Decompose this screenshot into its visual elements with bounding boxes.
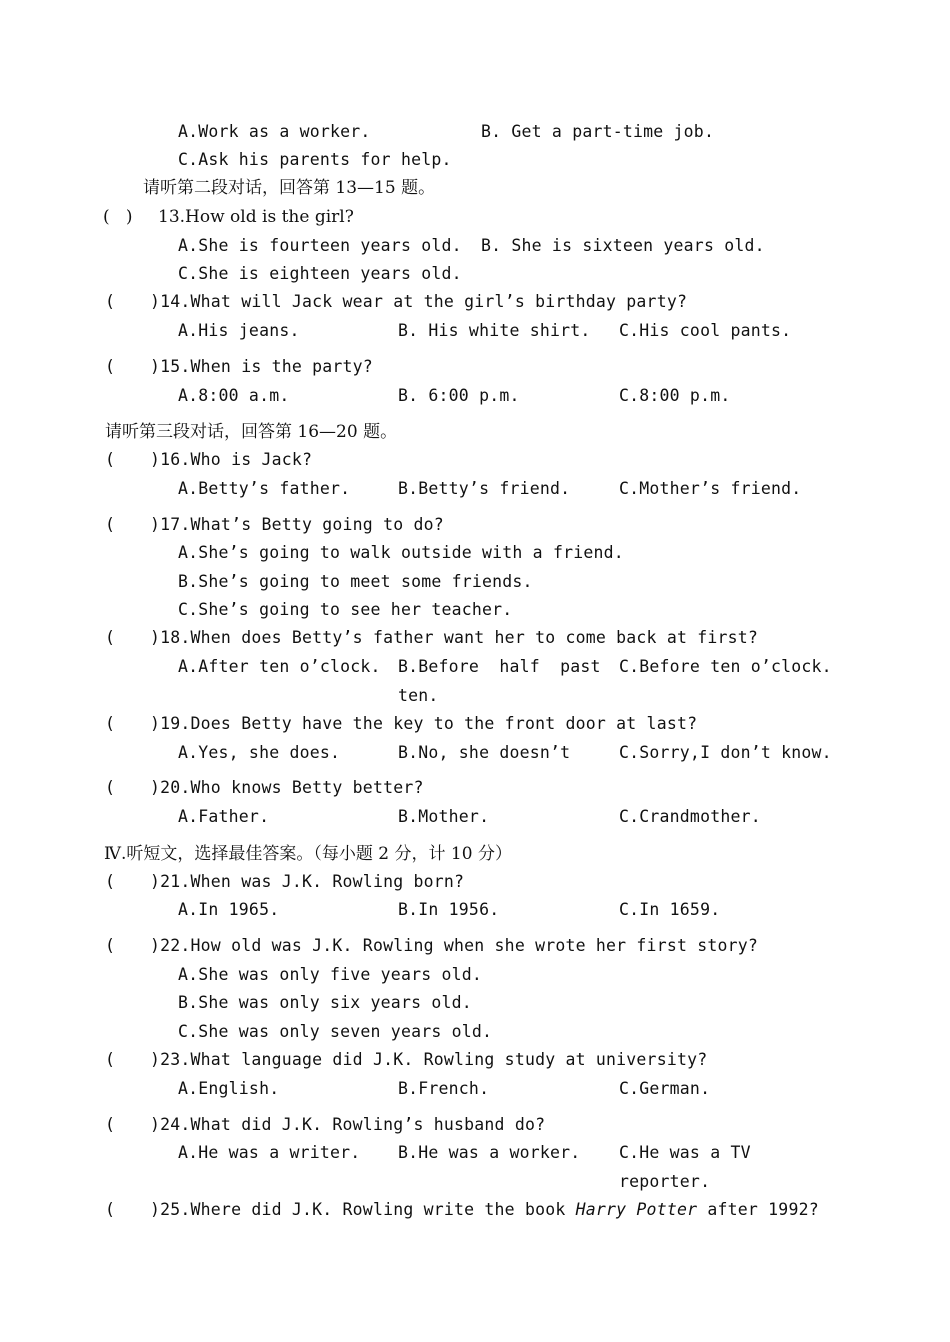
section3-intro: 请听第三段对话，回答第 16—20 题。 bbox=[105, 422, 398, 442]
q22-option-c: C.She was only seven years old. bbox=[178, 1022, 493, 1041]
q23-question: )23.What language did J.K. Rowling study at university? bbox=[150, 1050, 708, 1069]
q19-option-a: A.Yes, she does. bbox=[178, 743, 341, 762]
q15-option-a: A.8:00 a.m. bbox=[178, 386, 290, 405]
q18-option-b-line1: B.Before half past bbox=[398, 657, 601, 676]
q19-question: )19.Does Betty have the key to the front door at last? bbox=[150, 714, 698, 733]
q25-question bbox=[150, 1200, 819, 1220]
q14-option-a: A.His jeans. bbox=[178, 321, 300, 340]
q21-option-a: A.In 1965. bbox=[178, 900, 280, 919]
q22-bracket: ( bbox=[105, 936, 116, 955]
q16-option-a: A.Betty’s father. bbox=[178, 479, 351, 498]
q14-question: )14.What will Jack wear at the girl’s birthday party? bbox=[150, 292, 688, 311]
q25-question-post: after 1992? bbox=[697, 1200, 819, 1219]
q21-option-c: C.In 1659. bbox=[619, 900, 721, 919]
q13-bracket: ( ) bbox=[103, 207, 133, 227]
q25-book-title: Harry Potter bbox=[575, 1200, 698, 1219]
q20-question: )20.Who knows Betty better? bbox=[150, 778, 424, 797]
q21-bracket: ( bbox=[105, 872, 116, 891]
q15-bracket: ( bbox=[105, 357, 116, 376]
q17-option-c: C.She’s going to see her teacher. bbox=[178, 600, 513, 619]
q22-option-b: B.She was only six years old. bbox=[178, 993, 472, 1012]
q20-option-c: C.Crandmother. bbox=[619, 807, 761, 826]
section4-title: Ⅳ.听短文，选择最佳答案。（每小题 2 分，计 10 分） bbox=[104, 844, 512, 864]
q13-option-b: B. She is sixteen years old. bbox=[481, 236, 765, 255]
q16-bracket: ( bbox=[105, 450, 116, 469]
q14-option-c: C.His cool pants. bbox=[619, 321, 792, 340]
q25-question-pre: )25.Where did J.K. Rowling write the book bbox=[150, 1200, 576, 1219]
q18-option-c: C.Before ten o’clock. bbox=[619, 657, 832, 676]
q18-option-a: A.After ten o’clock. bbox=[178, 657, 381, 676]
q18-question: )18.When does Betty’s father want her to come back at first? bbox=[150, 628, 759, 647]
q15-option-c: C.8:00 p.m. bbox=[619, 386, 731, 405]
q22-question: )22.How old was J.K. Rowling when she wrote her first story? bbox=[150, 936, 759, 955]
q12-option-c: C.Ask his parents for help. bbox=[178, 150, 452, 169]
q16-question: )16.Who is Jack? bbox=[150, 450, 313, 469]
q21-question: )21.When was J.K. Rowling born? bbox=[150, 872, 465, 891]
q20-bracket: ( bbox=[105, 778, 116, 797]
q21-option-b: B.In 1956. bbox=[398, 900, 500, 919]
q14-bracket: ( bbox=[105, 292, 116, 311]
q13-option-a: A.She is fourteen years old. bbox=[178, 236, 462, 255]
q24-bracket: ( bbox=[105, 1115, 116, 1134]
q20-option-a: A.Father. bbox=[178, 807, 270, 826]
q16-option-c: C.Mother’s friend. bbox=[619, 479, 802, 498]
q24-question: )24.What did J.K. Rowling’s husband do? bbox=[150, 1115, 546, 1134]
q13-question: 13.How old is the girl? bbox=[158, 207, 354, 227]
q20-option-b: B.Mother. bbox=[398, 807, 490, 826]
q13-option-c: C.She is eighteen years old. bbox=[178, 264, 462, 283]
q15-option-b: B. 6:00 p.m. bbox=[398, 386, 520, 405]
q17-option-a: A.She’s going to walk outside with a friend. bbox=[178, 543, 624, 562]
q17-bracket: ( bbox=[105, 515, 116, 534]
q23-bracket: ( bbox=[105, 1050, 116, 1069]
q24-option-c-line2: reporter. bbox=[619, 1172, 711, 1191]
q23-option-c: C.German. bbox=[619, 1079, 711, 1098]
q24-option-c-line1: C.He was a TV bbox=[619, 1143, 751, 1162]
q23-option-b: B.French. bbox=[398, 1079, 490, 1098]
q12-option-b: B. Get a part-time job. bbox=[481, 122, 715, 141]
q17-question: )17.What’s Betty going to do? bbox=[150, 515, 444, 534]
q24-option-a: A.He was a writer. bbox=[178, 1143, 361, 1162]
q22-option-a: A.She was only five years old. bbox=[178, 965, 483, 984]
q23-option-a: A.English. bbox=[178, 1079, 280, 1098]
q18-bracket: ( bbox=[105, 628, 116, 647]
q19-bracket: ( bbox=[105, 714, 116, 733]
q24-option-b: B.He was a worker. bbox=[398, 1143, 581, 1162]
section2-intro: 请听第二段对话，回答第 13—15 题。 bbox=[143, 178, 436, 198]
q17-option-b: B.She’s going to meet some friends. bbox=[178, 572, 533, 591]
q19-option-c: C.Sorry,I don’t know. bbox=[619, 743, 832, 762]
q12-option-a: A.Work as a worker. bbox=[178, 122, 371, 141]
q15-question: )15.When is the party? bbox=[150, 357, 373, 376]
q16-option-b: B.Betty’s friend. bbox=[398, 479, 571, 498]
q14-option-b: B. His white shirt. bbox=[398, 321, 591, 340]
q19-option-b: B.No, she doesn’t bbox=[398, 743, 571, 762]
q18-option-b-line2: ten. bbox=[398, 686, 439, 705]
q25-bracket: ( bbox=[105, 1200, 116, 1219]
